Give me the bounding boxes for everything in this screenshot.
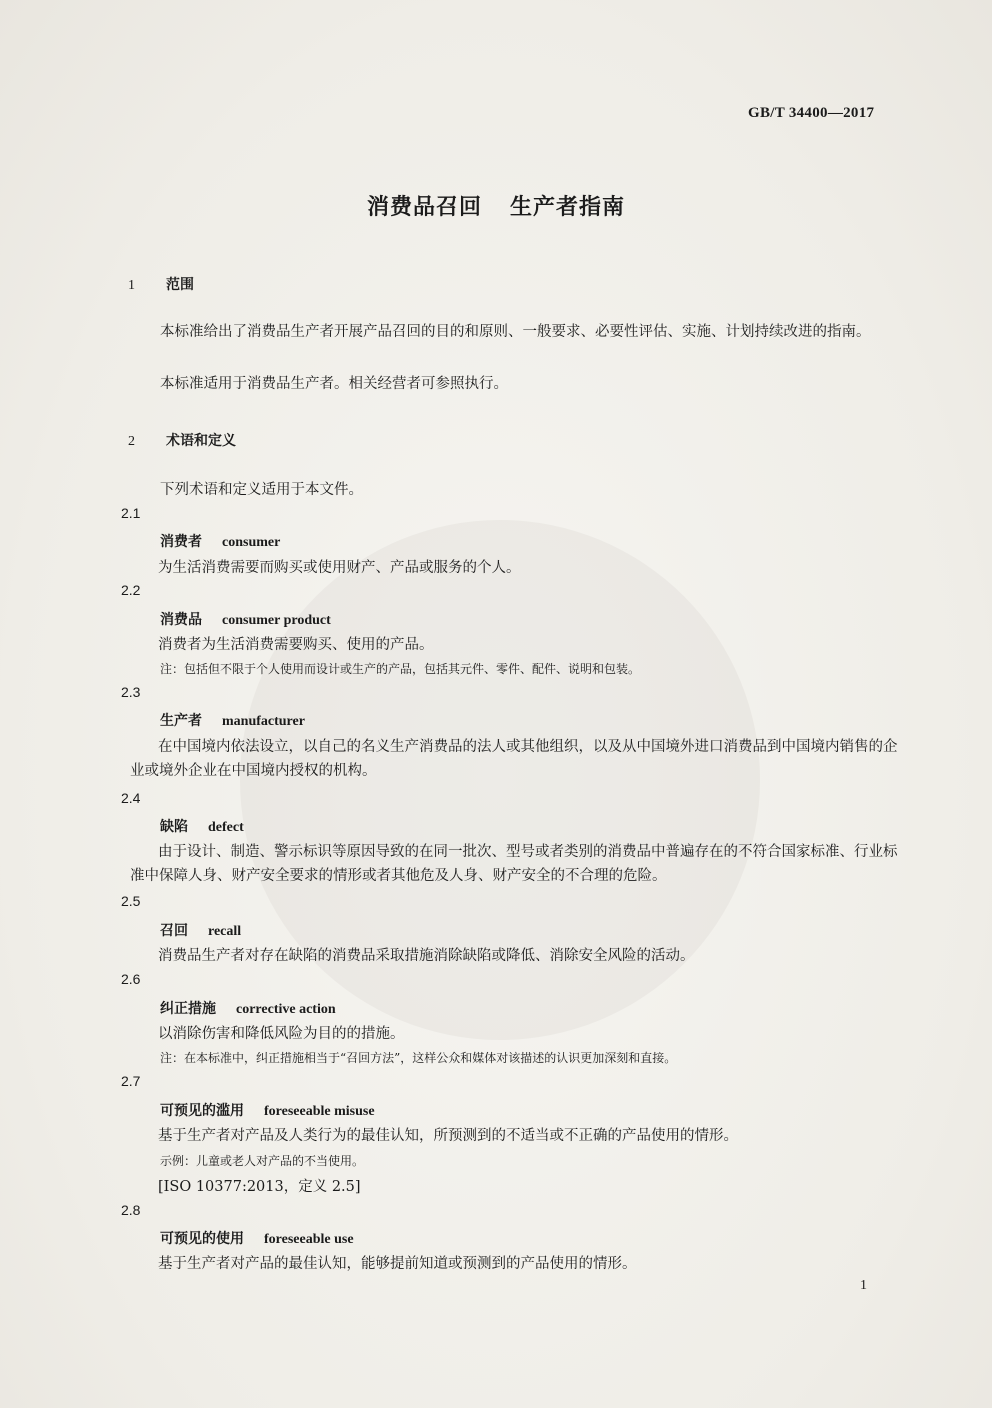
- term-definition: 基于生产者对产品的最佳认知，能够提前知道或预测到的产品使用的情形。: [158, 1256, 637, 1272]
- clause-number: 2.3: [121, 684, 141, 700]
- title-part2: 生产者指南: [510, 195, 626, 220]
- term-entry: [160, 531, 280, 551]
- term-en: manufacturer: [222, 714, 305, 729]
- term-entry: [160, 920, 241, 940]
- term-definition: 在中国境内依法设立，以自己的名义生产消费品的法人或其他组织，以及从中国境外进口消费品到中国境内销售的企业或境外企业在中国境内授权的机构。: [130, 739, 898, 779]
- term-definition: 由于设计、制造、警示标识等原因导致的在同一批次、型号或者类别的消费品中普遍存在的不符合国家标准、行业标准中保障人身、财产安全要求的情形或者其他危及人身、财产安全的不合理的危险。: [130, 844, 898, 884]
- clause-number: 2.4: [121, 790, 141, 806]
- document-title: [0, 190, 992, 221]
- term-en: foreseeable use: [264, 1232, 354, 1247]
- term-entry: [160, 710, 305, 730]
- standard-code: GB/T 34400—2017: [748, 105, 875, 121]
- term-entry: [160, 998, 336, 1018]
- section-2-number: 2: [128, 434, 135, 449]
- clause-number: 2.7: [121, 1073, 141, 1089]
- term-zh: 生产者: [160, 713, 202, 729]
- term-zh: 可预见的滥用: [160, 1103, 244, 1119]
- term-zh: 缺陷: [160, 819, 188, 835]
- term-example: 示例：儿童或老人对产品的不当使用。: [160, 1154, 365, 1168]
- term-note: 注：包括但不限于个人使用而设计或生产的产品，包括其元件、零件、配件、说明和包装。: [160, 662, 641, 676]
- scope-paragraph-1: 本标准给出了消费品生产者开展产品召回的目的和原则、一般要求、必要性评估、实施、计划持续改进的指南。: [160, 324, 871, 340]
- section-1-title: 范围: [166, 277, 194, 293]
- term-en: recall: [208, 924, 242, 939]
- term-zh: 可预见的使用: [160, 1231, 244, 1247]
- clause-number: 2.1: [121, 505, 141, 521]
- term-definition: 基于生产者对产品及人类行为的最佳认知，所预测到的不适当或不正确的产品使用的情形。: [158, 1128, 738, 1144]
- term-zh: 纠正措施: [160, 1001, 216, 1017]
- term-entry: [160, 609, 331, 629]
- page-number: 1: [860, 1278, 867, 1293]
- term-definition: 消费品生产者对存在缺陷的消费品采取措施消除缺陷或降低、消除安全风险的活动。: [158, 948, 695, 964]
- clause-number: 2.5: [121, 893, 141, 909]
- section-2-title: 术语和定义: [166, 433, 236, 449]
- term-en: consumer: [222, 535, 281, 550]
- term-en: consumer product: [222, 613, 331, 628]
- section-1-heading: [128, 274, 194, 294]
- term-entry: [160, 1100, 375, 1120]
- term-definition: 以消除伤害和降低风险为目的的措施。: [158, 1026, 405, 1042]
- term-entry: [160, 816, 244, 836]
- term-entry: [160, 1228, 354, 1248]
- terms-intro: 下列术语和定义适用于本文件。: [160, 482, 363, 498]
- term-en: corrective action: [236, 1002, 336, 1017]
- section-2-heading: [128, 430, 236, 450]
- term-definition: 为生活消费需要而购买或使用财产、产品或服务的个人。: [158, 560, 521, 576]
- clause-number: 2.6: [121, 971, 141, 987]
- term-definition: 消费者为生活消费需要购买、使用的产品。: [158, 637, 434, 653]
- term-en: defect: [208, 820, 244, 835]
- term-zh: 召回: [160, 923, 188, 939]
- term-source: [ISO 10377:2013，定义 2.5]: [158, 1179, 361, 1195]
- clause-number: 2.8: [121, 1202, 141, 1218]
- clause-number: 2.2: [121, 582, 141, 598]
- term-note: 注：在本标准中，纠正措施相当于“召回方法”，这样公众和媒体对该描述的认识更加深刻和直接。: [160, 1051, 677, 1065]
- section-1-number: 1: [128, 278, 135, 293]
- term-zh: 消费者: [160, 534, 202, 550]
- title-part1: 消费品召回: [366, 195, 482, 220]
- term-zh: 消费品: [160, 612, 202, 628]
- scope-paragraph-2: 本标准适用于消费品生产者。相关经营者可参照执行。: [160, 376, 508, 392]
- term-en: foreseeable misuse: [264, 1104, 375, 1119]
